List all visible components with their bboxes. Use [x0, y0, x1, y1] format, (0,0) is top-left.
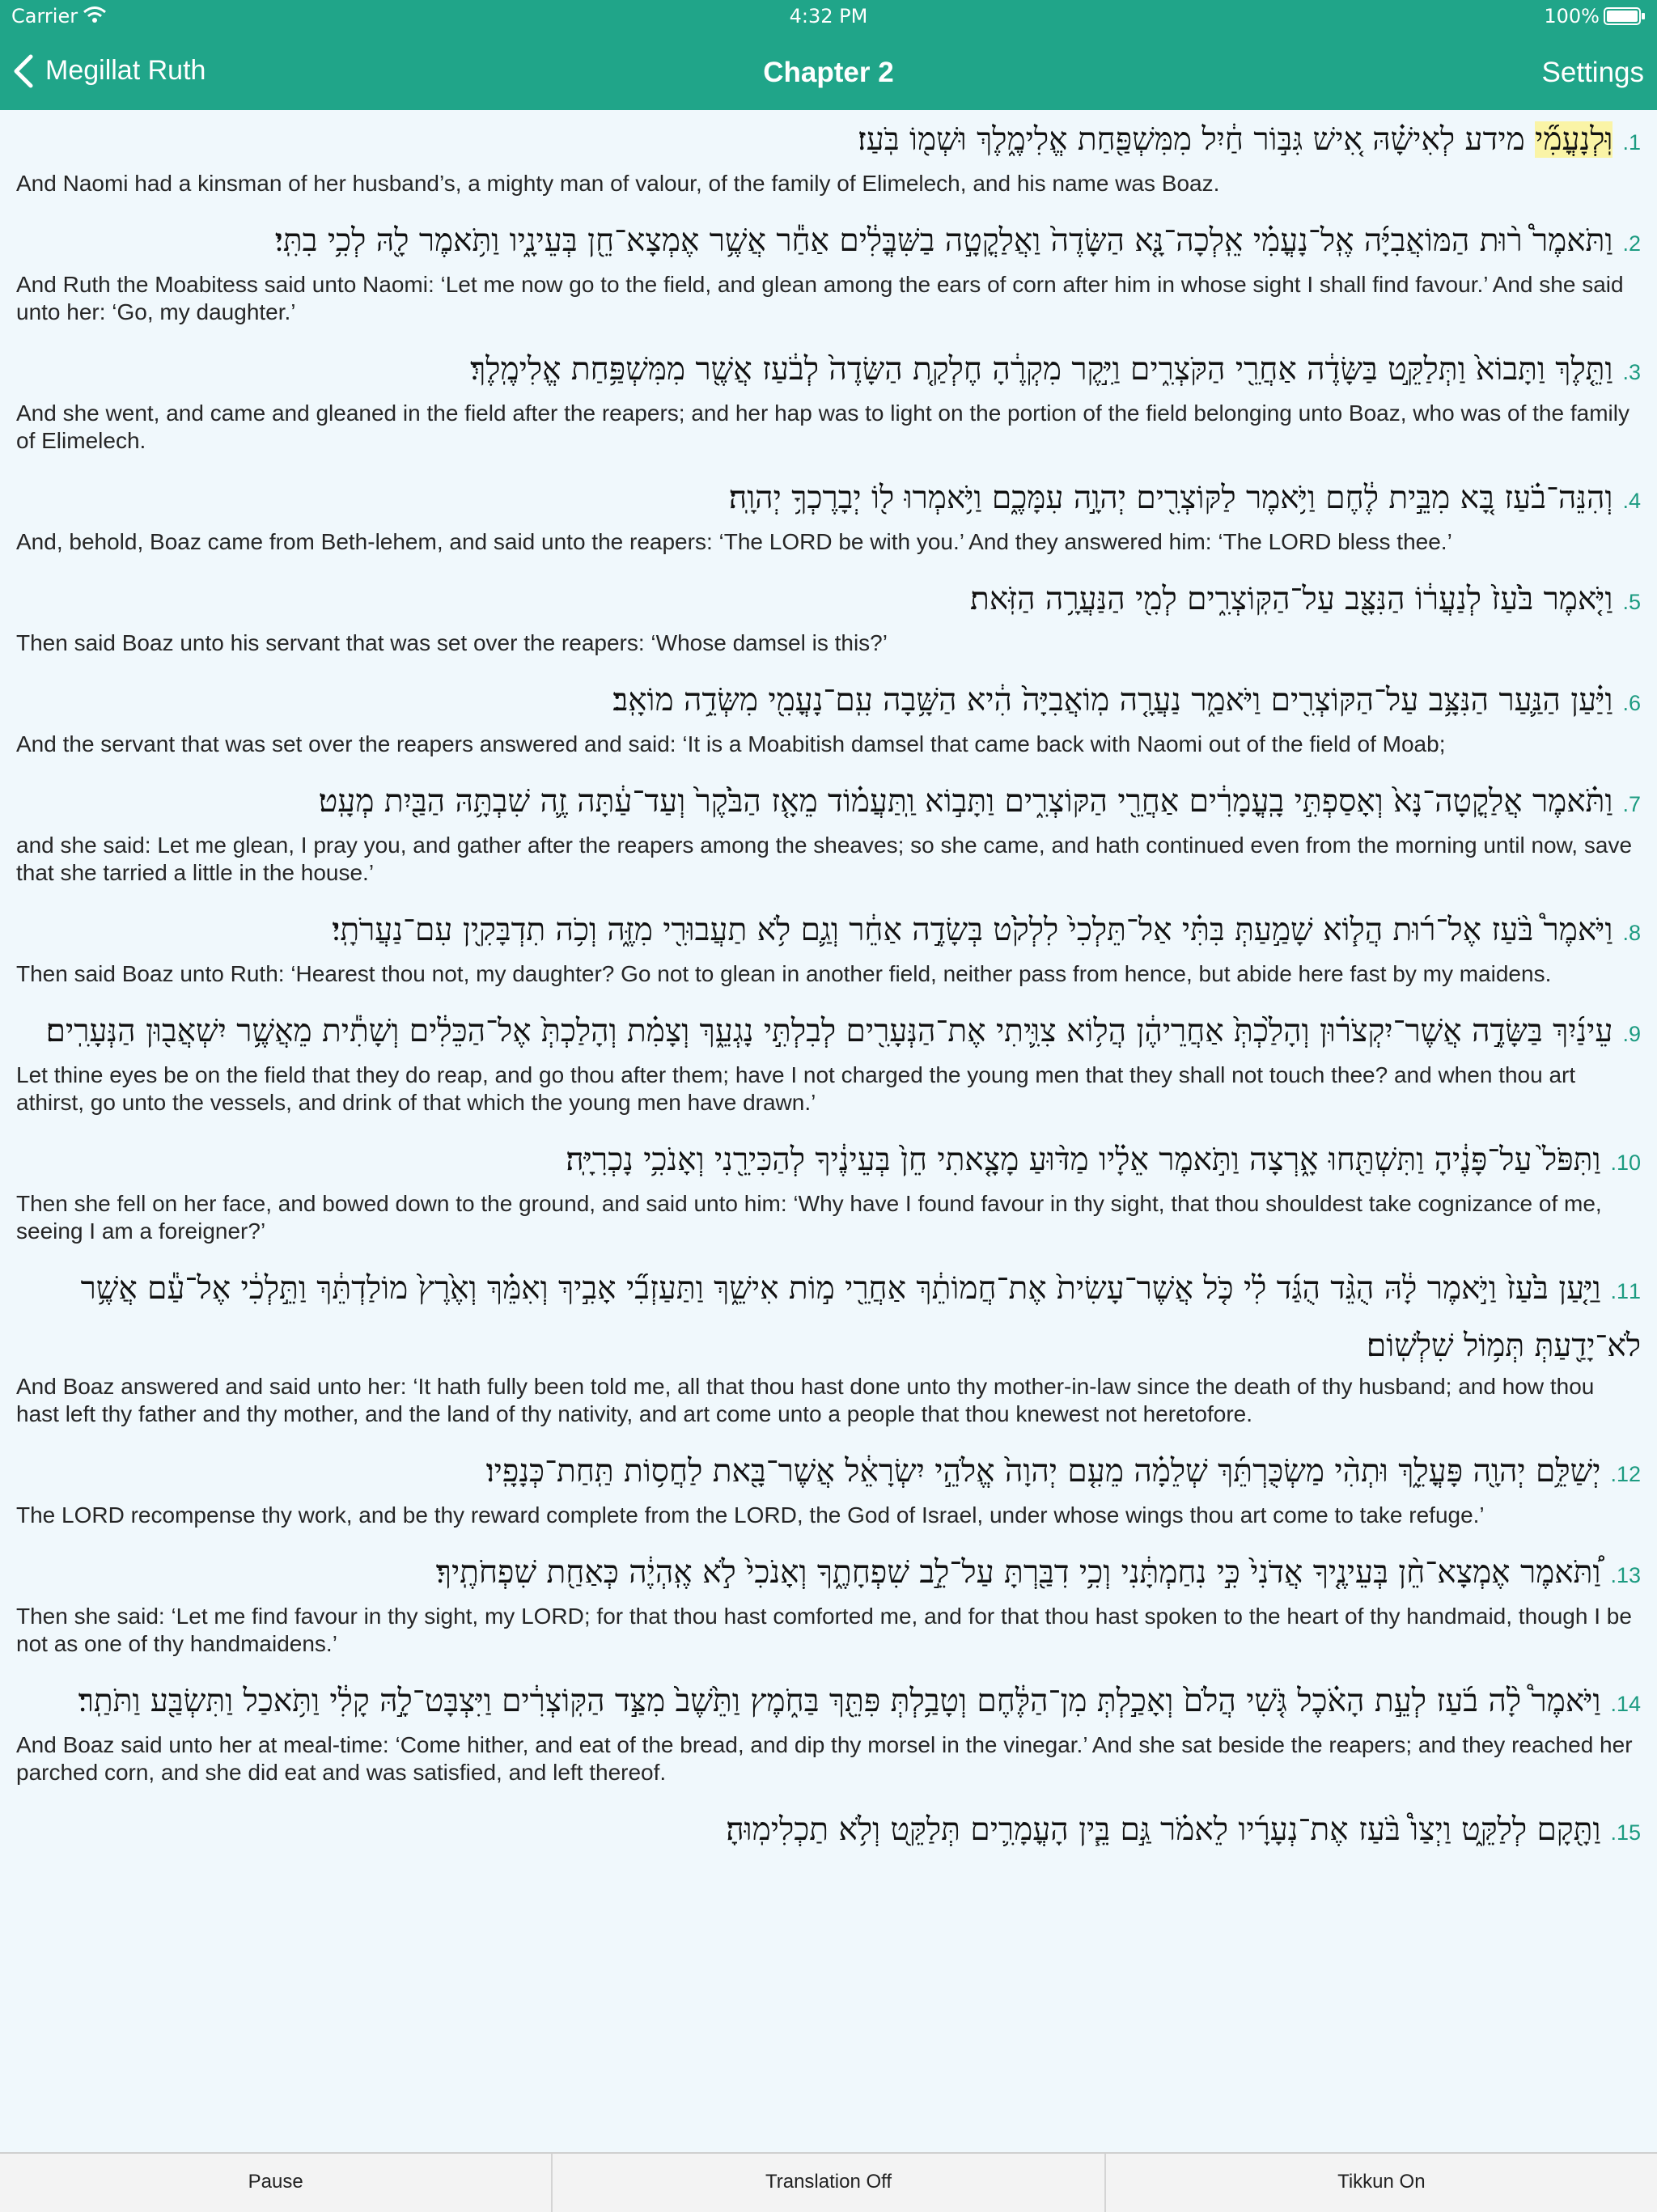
english-translation: Then she fell on her face, and bowed down to the ground, and said unto him: ‘Why have I found favour in thy sight, that thou shouldest take cognizance of me, seeing I am a foreigner?’	[16, 1191, 1602, 1244]
verse-item[interactable]	[0, 1004, 1657, 1117]
hebrew-text: עֵינַ֜יִךְ בַּשָּׂדֶ֣ה אֲשֶׁר־יִקְצֹר֗וּן וְהָלַ֙כְתְּ֙ אַחֲרֵיהֶ֔ן הֲל֥וֹא צִוִּ֛יתִי אֶת־הַנְּעָרִ֖ים לְבִלְתִּ֣י נָגְעֵ֑ךְ וְצָמִ֗ת וְהָלַכְתְּ֙ אֶל־הַכֵּלִ֔ים וְשָׁתִ֕ית מֵאֲשֶׁ֥ר יִשְׁאֲב֖וּן הַנְּעָרִֽים׃	[45, 1013, 1613, 1049]
hebrew-text: וַתֹּאמֶר֩ ר֨וּת הַמּוֹאֲבִיָּ֜ה אֶֽל־נָעֳמִ֗י אֵֽלְכָה־נָּ֤א הַשָּׂדֶה֙ וַאֲלַקֳטָ֣ה בַשִּׁבֳּלִ֔ים אַחַ֕ר אֲשֶׁ֥ר אֶמְצָא־חֵ֖ן בְּעֵינָ֑יו וַתֹּ֥אמֶר לָ֖הּ לְכִ֥י בִתִּֽי׃	[274, 222, 1613, 259]
verse-number: 1.	[1622, 130, 1641, 155]
verse-item[interactable]	[0, 1133, 1657, 1245]
english-translation: And she went, and came and gleaned in the field after the reapers; and her hap was to light on the portion of the field belonging unto Boaz, who was of the family of Elimelech.	[16, 400, 1629, 453]
verse-item[interactable]	[0, 1674, 1657, 1786]
english-translation: And Naomi had a kinsman of her husband’s, a mighty man of valour, of the family of Elimelech, and his name was Boaz.	[16, 171, 1220, 196]
hebrew-text: וַ֠תֹּאמֶר אֶמְצָא־חֵ֨ן בְּעֵינֶ֤יךָ אֲדֹנִי֙ כִּ֣י נִחַמְתָּ֔נִי וְכִ֥י דִבַּ֖רְתָּ עַל־לֵ֣ב שִׁפְחָתֶ֑ךָ וְאָנֹכִי֙ לֹ֣א אֶֽהְיֶ֔ה כְּאַחַ֖ת שִׁפְחֹתֶֽיךָ׃	[435, 1554, 1601, 1591]
status-bar	[0, 0, 1657, 32]
verse-item[interactable]	[0, 214, 1657, 326]
hebrew-verse	[16, 1803, 1641, 1860]
verse-number: 11.	[1610, 1279, 1641, 1303]
hebrew-text: וְהִנֵּה־בֹ֗עַז בָּ֚א מִבֵּ֣ית לֶ֔חֶם וַיֹּ֥אמֶר לַקּוֹצְרִ֖ים יְהוָ֣ה עִמָּכֶ֑ם וַיֹּ֥אמְרוּ ל֖וֹ יְבָרֶכְךָ֥ יְהוָֽה׃	[728, 480, 1613, 516]
verse-number: 14.	[1610, 1692, 1641, 1716]
verse-number: 2.	[1622, 231, 1641, 256]
battery-percent: 100%	[1544, 5, 1600, 28]
verse-number: 4.	[1622, 489, 1641, 513]
hebrew-verse	[16, 342, 1641, 400]
tikkun-toggle-button[interactable]: Tikkun On	[1337, 2171, 1426, 2193]
hebrew-verse	[16, 1674, 1641, 1731]
hebrew-verse	[16, 572, 1641, 629]
verse-number: 13.	[1610, 1563, 1641, 1587]
english-translation: And Boaz said unto her at meal-time: ‘Come hither, and eat of the bread, and dip thy morsel in the vinegar.’ And she sat beside the reapers; and they reached her parched corn, and she did eat and was satisfied, and left thereof.	[16, 1732, 1633, 1785]
verse-item[interactable]	[0, 1444, 1657, 1529]
verse-item[interactable]	[0, 342, 1657, 455]
hebrew-verse	[16, 1261, 1641, 1373]
hebrew-verse	[16, 903, 1641, 960]
hebrew-verse	[16, 471, 1641, 528]
english-translation: And, behold, Boaz came from Beth-lehem, and said unto the reapers: ‘The LORD be with you.’ And they answered him: ‘The LORD bless thee.’	[16, 529, 1452, 554]
hebrew-verse	[16, 1545, 1641, 1603]
hebrew-verse	[16, 1004, 1641, 1062]
hebrew-text: וַיַּ֗עַן הַנַּ֛עַר הַנִּצָּ֥ב עַל־הַקּוֹצְרִ֖ים וַיֹּאמַ֑ר נַעֲרָ֤ה מֽוֹאֲבִיָּה֙ הִ֔יא הַשָּׁ֥בָה עִֽם־נָעֳמִ֖י מִשְּׂדֵ֥ה מוֹאָֽב׃	[612, 682, 1613, 718]
page-title: Chapter 2	[763, 57, 894, 88]
hebrew-text: וַיַּ֤עַן בֹּ֙עַז֙ וַיֹּ֣אמֶר לָ֔הּ הֻגֵּ֨ד הֻגַּ֜ד לִ֗י כֹּ֤ל אֲשֶׁר־עָשִׂית֙ אֶת־חֲמוֹתֵ֔ךְ אַחֲרֵ֖י מ֣וֹת אִישֵׁ֑ךְ וַתַּעַזְבִ֞י אָבִ֣יךְ וְאִמֵּ֗ךְ וְאֶ֙רֶץ֙ מוֹלַדְתֵּ֔ךְ וַתֵּ֣לְכִ֔י אֶל־עַ֕ם אֲשֶׁ֥ר לֹא־יָדַ֖עַתְּ תְּמ֥וֹל שִׁלְשֽׁוֹם׃	[80, 1270, 1641, 1364]
english-translation: Then said Boaz unto Ruth: ‘Hearest thou not, my daughter? Go not to glean in another field, neither pass from hence, but abide here fast by my maidens.	[16, 961, 1552, 986]
verse-item[interactable]	[0, 112, 1657, 197]
hebrew-text: וַתֹּ֗אמֶר אֲלַקֳטָה־נָּא֙ וְאָסַפְתִּ֣י בָֽעֳמָרִ֔ים אַחֲרֵ֖י הַקּוֹצְרִ֑ים וַתָּב֣וֹא וַֽתַּעֲמ֗וֹד מֵאָ֤ז הַבֹּ֙קֶר֙ וְעַד־עַ֔תָּה זֶ֛ה שִׁבְתָּ֥הּ הַבַּ֖יִת מְעָֽט׃	[318, 783, 1613, 820]
verse-item[interactable]	[0, 673, 1657, 758]
battery-icon	[1604, 7, 1646, 25]
hebrew-verse	[16, 112, 1641, 170]
navigation-bar	[0, 32, 1657, 110]
verse-item[interactable]	[0, 572, 1657, 657]
hebrew-text: וַתֵּ֤לֶךְ וַתָּבוֹא֙ וַתְּלַקֵּ֣ט בַּשָּׂדֶ֔ה אַחֲרֵ֖י הַקֹּצְרִ֑ים וַיִּ֣קֶר מִקְרֶ֔הָ חֶלְקַ֤ת הַשָּׂדֶה֙ לְבֹ֔עַז אֲשֶׁ֖ר מִמִּשְׁפַּ֥חַת אֱלִימֶֽלֶךְ׃	[470, 351, 1613, 388]
hebrew-text: וַתִּפֹּל֙ עַל־פָּנֶ֔יהָ וַתִּשְׁתַּ֖חוּ אָ֑רְצָה וַתֹּ֣אמֶר אֵלָ֗יו מַדּ֨וּעַ מָצָ֤אתִי חֵן֙ בְּעֵינֶ֔יךָ לְהַכִּירֵ֖נִי וְאָנֹכִ֥י נָכְרִיָּֽה׃	[566, 1142, 1601, 1178]
verse-item[interactable]	[0, 471, 1657, 556]
verse-item[interactable]	[0, 903, 1657, 988]
status-time: 4:32 PM	[789, 5, 868, 28]
verse-number: 6.	[1622, 691, 1641, 715]
verse-item[interactable]	[0, 1261, 1657, 1428]
hebrew-verse	[16, 1444, 1641, 1502]
verse-number: 8.	[1622, 921, 1641, 945]
verse-item[interactable]	[0, 1803, 1657, 1860]
verse-number: 7.	[1622, 792, 1641, 816]
hebrew-verse	[16, 214, 1641, 271]
hebrew-verse	[16, 1133, 1641, 1190]
highlighted-word: וּֽלְנָעֳמִ֞י	[1535, 121, 1613, 158]
verse-number: 9.	[1622, 1022, 1641, 1046]
settings-button[interactable]: Settings	[1541, 57, 1644, 88]
verse-number: 15.	[1610, 1820, 1641, 1845]
hebrew-text: יְשַׁלֵּ֥ם יְהוָ֖ה פָּעֳלֵ֑ךְ וּתְהִ֨י מַשְׂכֻּרְתֵּ֜ךְ שְׁלֵמָ֗ה מֵעִ֤ם יְהוָה֙ אֱלֹהֵ֣י יִשְׂרָאֵ֔ל אֲשֶׁר־בָּ֖את לַחֲס֥וֹת תַּֽחַת־כְּנָפָֽיו׃	[485, 1453, 1601, 1489]
back-label: Megillat Ruth	[45, 55, 206, 86]
english-translation: The LORD recompense thy work, and be thy reward complete from the LORD, the God of Israel, under whose wings thou art come to take refuge.’	[16, 1502, 1485, 1528]
verse-item[interactable]	[0, 1545, 1657, 1658]
hebrew-text: וַיֹּאמֶר֩ לָ֨ה בֹ֜עַז לְעֵ֣ת הָאֹ֗כֶל גֹּ֤שִׁי הֲלֹם֙ וְאָכַ֣לְתְּ מִן־הַלֶּ֔חֶם וְטָבַ֥לְתְּ פִּתֵּ֖ךְ בַּחֹ֑מֶץ וַתֵּ֙שֶׁב֙ מִצַּ֣ד הַקּֽוֹצְרִ֔ים וַיִּצְבָּט־לָ֣הּ קָלִ֔י וַתֹּ֥אכַל וַתִּשְׂבַּ֖ע וַתֹּתַֽר׃	[78, 1683, 1601, 1719]
english-translation: And Ruth the Moabitess said unto Naomi: ‘Let me now go to the field, and glean among the ears of corn after him in whose sight I shall find favour.’ And she said unto her: ‘Go, my daughter.’	[16, 272, 1624, 324]
english-translation: And the servant that was set over the reapers answered and said: ‘It is a Moabitish damsel that came back with Naomi out of the field of Moab;	[16, 731, 1446, 756]
hebrew-text: מידע לְאִישָׁ֗הּ אִ֚ישׁ גִּבּ֣וֹר חַ֔יִל מִמִּשְׁפַּ֖חַת אֱלִימֶ֑לֶךְ וּשְׁמ֖וֹ בֹּֽעַז׃	[857, 121, 1536, 158]
hebrew-verse	[16, 673, 1641, 731]
translation-toggle-button[interactable]: Translation Off	[553, 2154, 1105, 2212]
verse-list[interactable]	[0, 110, 1657, 2152]
hebrew-text: וַיֹּ֤אמֶר בֹּ֙עַז֙ לְנַעֲר֔וֹ הַנִּצָּ֖ב עַל־הַקּֽוֹצְרִ֑ים לְמִ֖י הַנַּעֲרָ֥ה הַזֹּֽאת׃	[970, 581, 1613, 617]
pause-button[interactable]: Pause	[0, 2154, 553, 2212]
english-translation: and she said: Let me glean, I pray you, and gather after the reapers among the sheaves; so she came, and hath continued even from the morning until now, save that she tarried a little in the house.’	[16, 833, 1633, 885]
verse-number: 12.	[1610, 1462, 1641, 1486]
carrier-label: Carrier	[11, 5, 78, 28]
verse-item[interactable]	[0, 774, 1657, 887]
english-translation: Let thine eyes be on the field that they do reap, and go thou after them; have I not charged the young men that they shall not touch thee? and when thou art athirst, go unto the vessels, and drink of that which the young men have drawn.’	[16, 1062, 1576, 1115]
verse-number: 10.	[1610, 1150, 1641, 1175]
bottom-toolbar	[0, 2152, 1657, 2212]
verse-number: 3.	[1622, 360, 1641, 384]
hebrew-verse	[16, 774, 1641, 832]
verse-number: 5.	[1622, 590, 1641, 614]
english-translation: Then said Boaz unto his servant that was set over the reapers: ‘Whose damsel is this?’	[16, 630, 888, 655]
hebrew-text: וַיֹּאמֶר֩ בֹּ֨עַז אֶל־ר֜וּת הֲל֧וֹא שָׁמַ֣עַתְּ בִּתִּ֗י אַל־תֵּלְכִי֙ לִלְקֹ֙ט בְּשָׂדֶ֣ה אַחֵ֔ר וְגַ֛ם לֹ֥א תַעֲבוּרִ֖י מִזֶּ֑ה וְכֹ֥ה תִדְבָּקִ֖ין עִם־נַעֲרֹתָֽי׃	[332, 912, 1613, 948]
english-translation: And Boaz answered and said unto her: ‘It hath fully been told me, all that thou hast done unto thy mother-in-law since the death of thy husband; and how thou hast left thy father and thy mother, and the land of thy nativity, and art come unto a people that thou knewest not heretofore.	[16, 1374, 1595, 1426]
hebrew-text: וַתָּ֖קָם לְלַקֵּ֑ט וַיְצַו֩ בֹּ֨עַז אֶת־נְעָרָ֜יו לֵאמֹ֗ר גַּ֣ם בֵּ֧ין הָעֳמָרִ֛ים תְּלַקֵּ֖ט וְלֹ֥א תַכְלִימֽוּהָ׃	[726, 1812, 1601, 1848]
english-translation: Then she said: ‘Let me find favour in thy sight, my LORD; for that thou hast comforted me, and for that thou hast spoken to the heart of thy handmaid, though I be not as one of thy handmaidens.’	[16, 1604, 1632, 1656]
